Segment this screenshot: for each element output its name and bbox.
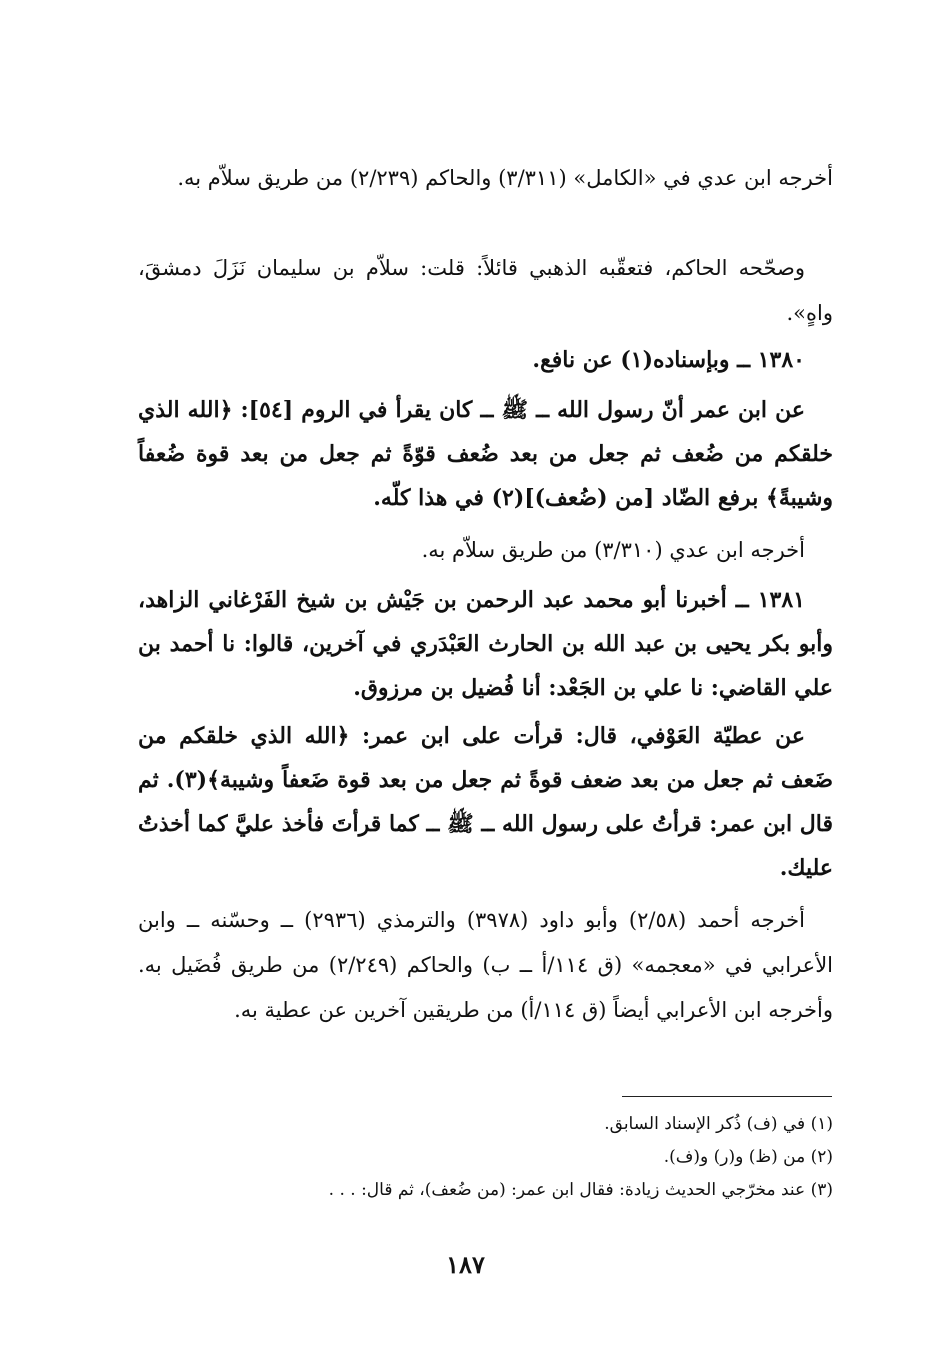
- hadith-text: عن عطيّة العَوْفي، قال: قرأت على ابن عمر: ﴿الله الذي خلقكم من ضَعف ثم جعل من بعد ضعف قوةً ثم جعل من بعد قوة ضَعفاً وشيبة﴾(٣). ثم قال ابن عمر: قرأتُ على رسول الله ــ ﷺ ــ كما قرأتَ فأخذ عليَّ كما أخذتُ عليك.: [138, 723, 833, 881]
- footnote-2: (٢) من (ظ) و(ر) و(ف).: [663, 1147, 833, 1167]
- takhrij-paragraph-2: [138, 246, 833, 336]
- footnotes: [200, 1108, 833, 1207]
- takhrij-paragraph-1: [138, 156, 833, 201]
- takhrij-paragraph-3: [138, 528, 833, 573]
- hadith-number-line: ١٣٨٠ ــ وبإسناده(١) عن نافع.: [532, 347, 805, 373]
- page-number: ١٨٧: [446, 1250, 485, 1279]
- takhrij-paragraph-4: [138, 898, 833, 1033]
- isnad-text: ١٣٨١ ــ أخبرنا أبو محمد عبد الرحمن بن جَيْش بن شيخ الفَرْغاني الزاهد، وأبو بكر يحيى بن عبد الله بن الحارث العَبْدَري في آخرين، قالوا: نا أحمد بن علي القاضي: نا علي بن الجَعْد: أنا فُضيل بن مرزوق.: [138, 587, 833, 701]
- footnote-3: (٣) عند مخرّجي الحديث زيادة: فقال ابن عمر: (من ضُعف)، ثم قال: . . .: [328, 1180, 833, 1200]
- hadith-1380-heading: [138, 338, 833, 382]
- paragraph-text: أخرجه أحمد (٢/٥٨) وأبو داود (٣٩٧٨) والترمذي (٢٩٣٦) ــ وحسّنه ــ وابن الأعرابي في «معجمه» (ق ١١٤/أ ــ ب) والحاكم (٢/٢٤٩) من طريق فُضَيل به. وأخرجه ابن الأعرابي أيضاً (ق ١١٤/أ) من طريقين آخرين عن عطية به.: [138, 908, 834, 1022]
- hadith-text: عن ابن عمر أنّ رسول الله ــ ﷺ ــ كان يقرأ في الروم [٥٤]: ﴿الله الذي خلقكم من ضُعف ثم جعل من بعد ضُعف قوّةً ثم جعل من بعد قوة ضُعفاً وشيبةً﴾ برفع الضّاد [من (ضُعف)](٢) في هذا كلّه.: [138, 397, 833, 511]
- footnote-separator: [622, 1096, 832, 1097]
- footnote-1: (١) في (ف) ذُكر الإسناد السابق.: [604, 1114, 833, 1134]
- hadith-1381-isnad: [138, 578, 833, 710]
- hadith-1380-matn: [138, 388, 833, 520]
- paragraph-text: أخرجه ابن عدي (٣/٣١٠) من طريق سلاّم به.: [421, 538, 805, 562]
- paragraph-text: أخرجه ابن عدي في «الكامل» (٣/٣١١) والحاكم (٢/٢٣٩) من طريق سلاّم به.: [177, 166, 833, 190]
- hadith-1381-matn: [138, 714, 833, 890]
- paragraph-text: وصحّحه الحاكم، فتعقّبه الذهبي قائلاً: قلت: سلاّم بن سليمان نَزَلَ دمشقَ، واهٍ».: [138, 256, 833, 325]
